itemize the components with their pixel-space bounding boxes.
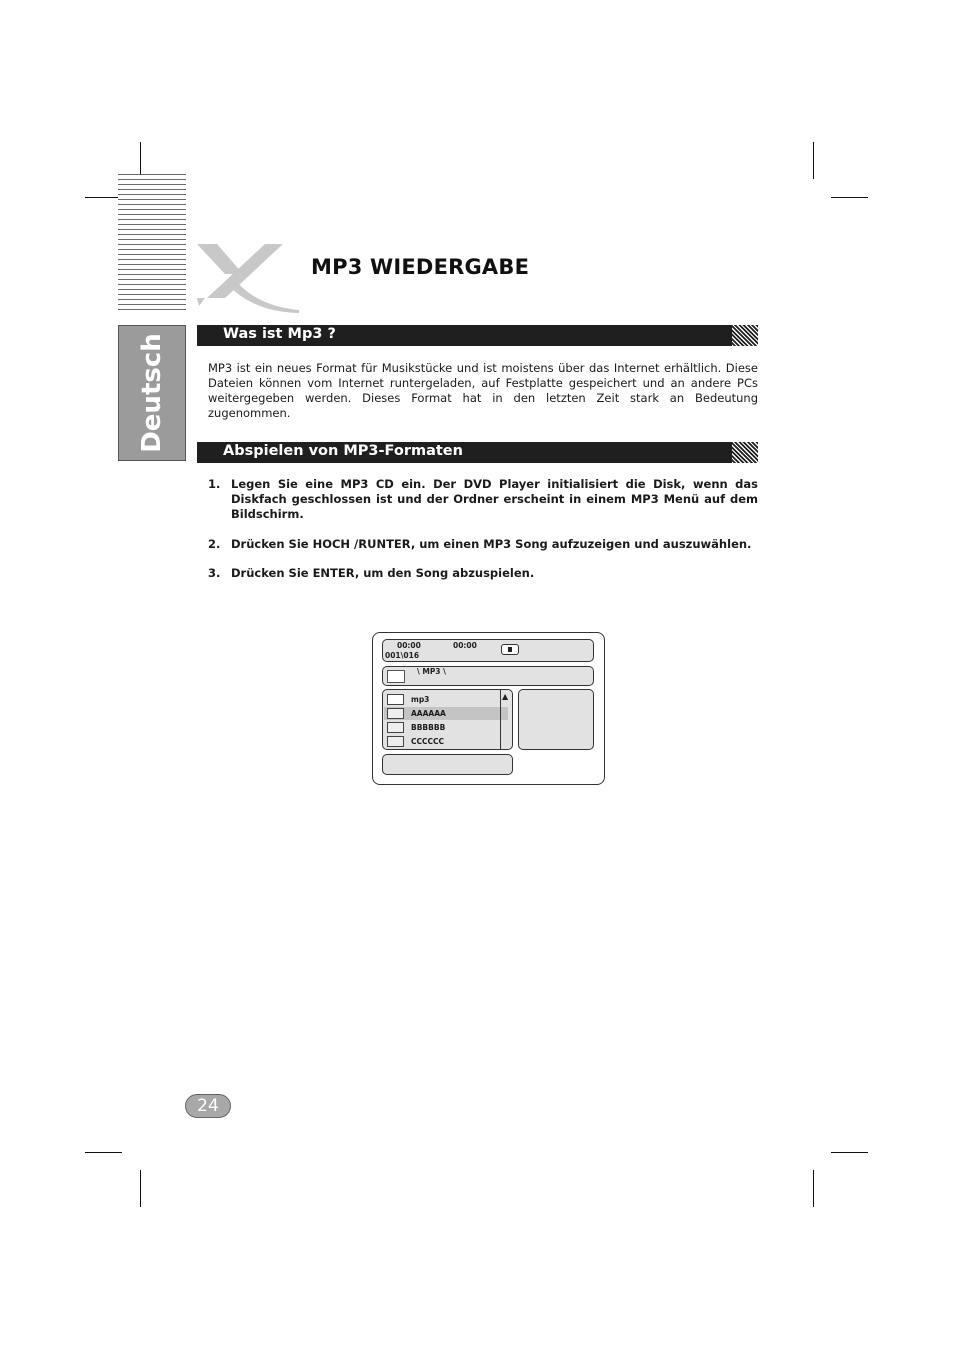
step-item (208, 477, 758, 522)
osd-path: \ MP3 \ (417, 667, 446, 676)
file-label: CCCCCC (411, 737, 445, 746)
section-heading: Was ist Mp3 ? (223, 326, 336, 342)
step-text: Drücken Sie ENTER, um den Song abzuspielen. (231, 566, 535, 580)
hatch-decoration (732, 325, 758, 346)
scrollbar-divider (500, 690, 501, 749)
page-title: MP3 WIEDERGABE (311, 255, 530, 279)
crop-mark (140, 1170, 141, 1207)
crop-mark (831, 1152, 868, 1153)
side-stripes (118, 174, 186, 314)
file-row-selected[interactable] (384, 707, 508, 720)
music-file-icon (387, 736, 404, 747)
file-row[interactable] (384, 693, 508, 706)
osd-time-elapsed: 00:00 (397, 641, 421, 650)
stop-icon (501, 644, 519, 655)
osd-track-counter: 001\016 (385, 651, 420, 660)
step-number: 1. (208, 477, 221, 491)
crop-mark (813, 1170, 814, 1207)
music-file-icon (387, 722, 404, 733)
scroll-up-icon[interactable]: ▲ (502, 692, 509, 701)
osd-time-total: 00:00 (453, 641, 477, 650)
crop-mark (85, 197, 122, 198)
page-number: 24 (197, 1096, 219, 1116)
osd-file-list (382, 689, 513, 750)
folder-icon (387, 694, 404, 705)
osd-info-bar (382, 754, 513, 775)
language-tab-label: Deutsch (137, 333, 167, 453)
step-number: 3. (208, 566, 221, 580)
step-number: 2. (208, 537, 221, 551)
crop-mark (813, 142, 814, 179)
file-row[interactable] (384, 721, 508, 734)
folder-icon (387, 670, 405, 683)
file-label: AAAAAA (411, 709, 446, 718)
music-file-icon (387, 708, 404, 719)
section-heading-bar (197, 442, 758, 463)
hatch-decoration (732, 442, 758, 463)
file-label: BBBBBB (411, 723, 446, 732)
x-logo-icon (195, 240, 303, 314)
steps-list (208, 477, 758, 581)
osd-path-bar (382, 666, 594, 686)
page-number-badge (185, 1094, 231, 1118)
mp3-menu-screen (372, 632, 605, 785)
file-label: mp3 (411, 695, 430, 704)
step-text: Drücken Sie HOCH /RUNTER, um einen MP3 Song aufzuzeigen und auszuwählen. (231, 537, 752, 551)
intro-paragraph: MP3 ist ein neues Format für Musikstücke und ist moistens über das Internet erhältlich. Diese Dateien können vom Internet runtergeladen, auf Festplatte gespeichert und an andere PCs weitergegeben werden. Dieses Format hat in den letzten Zeit stark an Bedeutung zugenommen. (208, 361, 758, 420)
crop-mark (85, 1152, 122, 1153)
crop-mark (831, 197, 868, 198)
language-tab (118, 325, 186, 461)
section-heading: Abspielen von MP3-Formaten (223, 443, 463, 459)
step-text: Legen Sie eine MP3 CD ein. Der DVD Player initialisiert die Disk, wenn das Diskfach geschlossen ist und der Ordner erscheint in einem MP3 Menü auf dem Bildschirm. (231, 477, 758, 521)
step-item (208, 566, 758, 581)
osd-status-bar (382, 639, 594, 662)
file-row[interactable] (384, 735, 508, 748)
osd-preview-panel (518, 689, 594, 750)
section-heading-bar (197, 325, 758, 346)
step-item (208, 537, 758, 552)
